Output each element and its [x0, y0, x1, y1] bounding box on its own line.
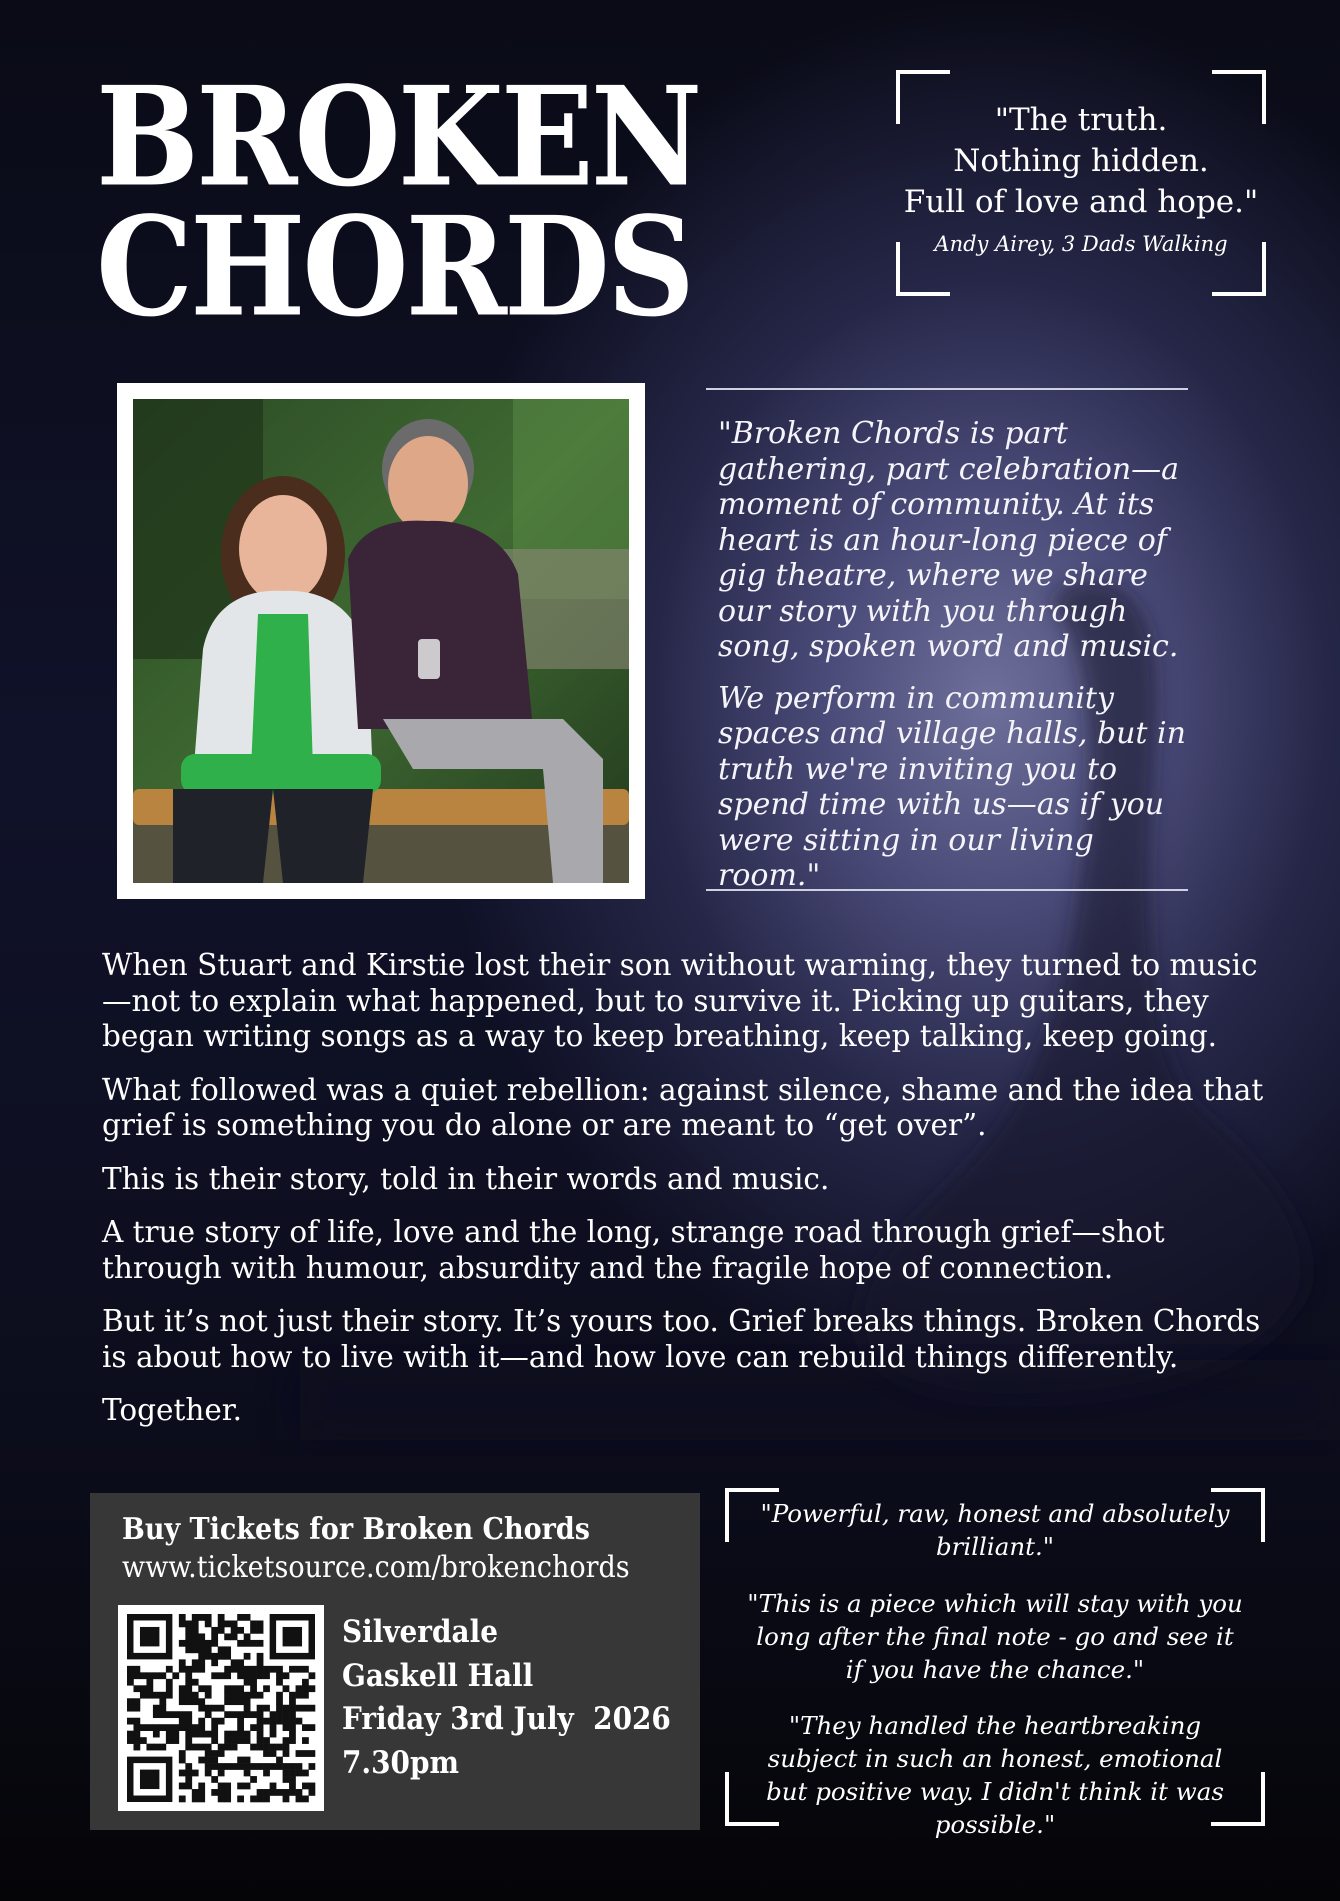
- story-paragraph: But it’s not just their story. It’s yours too. Grief breaks things. Broken Chords is about how to live with it—and how love can rebuild things differently.: [102, 1304, 1261, 1374]
- feature-quote-paragraph: We perform in community spaces and village halls, but in truth we're inviting you to spend time with us—as if you were sitting in our living room.": [718, 680, 1186, 893]
- story-paragraph: A true story of life, love and the long, strange road through grief—shot through with humour, absurdity and the fragile hope of connection.: [102, 1215, 1165, 1285]
- ticket-url-link[interactable]: www.ticketsource.com/brokenchords: [122, 1550, 630, 1585]
- story-paragraph: Together.: [102, 1393, 243, 1427]
- title-line-2: CHORDS: [96, 185, 692, 347]
- story-text: [102, 948, 1272, 1447]
- story-paragraph: When Stuart and Kirstie lost their son without warning, they turned to music —not to explain what happened, but to survive it. Picking up guitars, they began writing songs as a way to keep breathing, keep talking, keep going.: [102, 948, 1258, 1053]
- qr-code-icon[interactable]: [118, 1605, 324, 1811]
- story-paragraph: What followed was a quiet rebellion: against silence, shame and the idea that grief is something you do alone or are meant to “get over”.: [102, 1072, 1264, 1142]
- couple-photo-frame: [117, 383, 645, 899]
- ticket-heading: Buy Tickets for Broken Chords: [122, 1512, 590, 1547]
- ticket-info-panel: [90, 1493, 700, 1830]
- review-quote: "They handled the heartbreaking subject in such an honest, emotional but positive way. I didn't think it was possible.": [766, 1711, 1224, 1839]
- review-quote: "Powerful, raw, honest and absolutely brilliant.": [760, 1499, 1230, 1561]
- top-quote-box: [896, 70, 1266, 296]
- title-line-1: BROKEN: [96, 55, 700, 217]
- top-quote-line: Full of love and hope.": [903, 184, 1259, 220]
- top-quote-line: Nothing hidden.: [953, 143, 1209, 179]
- feature-quote: [718, 416, 1188, 910]
- review-quote: "This is a piece which will stay with you long after the final note - go and see it if you have the chance.": [747, 1589, 1243, 1684]
- feature-quote-paragraph: "Broken Chords is part gathering, part celebration—a moment of community. At its heart is an hour-long piece of gig theatre, where we share our story with you through song, spoken word and music.: [718, 416, 1180, 664]
- top-quote-line: "The truth.: [994, 102, 1168, 138]
- quote-divider-top: [706, 388, 1188, 390]
- venue-town: Silverdale: [342, 1614, 498, 1650]
- event-date: Friday 3rd July 2026: [342, 1701, 671, 1737]
- top-quote-text: [896, 100, 1266, 259]
- top-quote-attribution: Andy Airey, 3 Dads Walking: [934, 232, 1228, 256]
- story-paragraph: This is their story, told in their words and music.: [102, 1161, 830, 1196]
- reviews-box: [725, 1488, 1265, 1839]
- event-details: [342, 1611, 671, 1785]
- couple-photo: [133, 399, 629, 883]
- venue-hall: Gaskell Hall: [342, 1657, 534, 1694]
- event-time: 7.30pm: [342, 1744, 459, 1781]
- quote-divider-bottom: [706, 889, 1188, 891]
